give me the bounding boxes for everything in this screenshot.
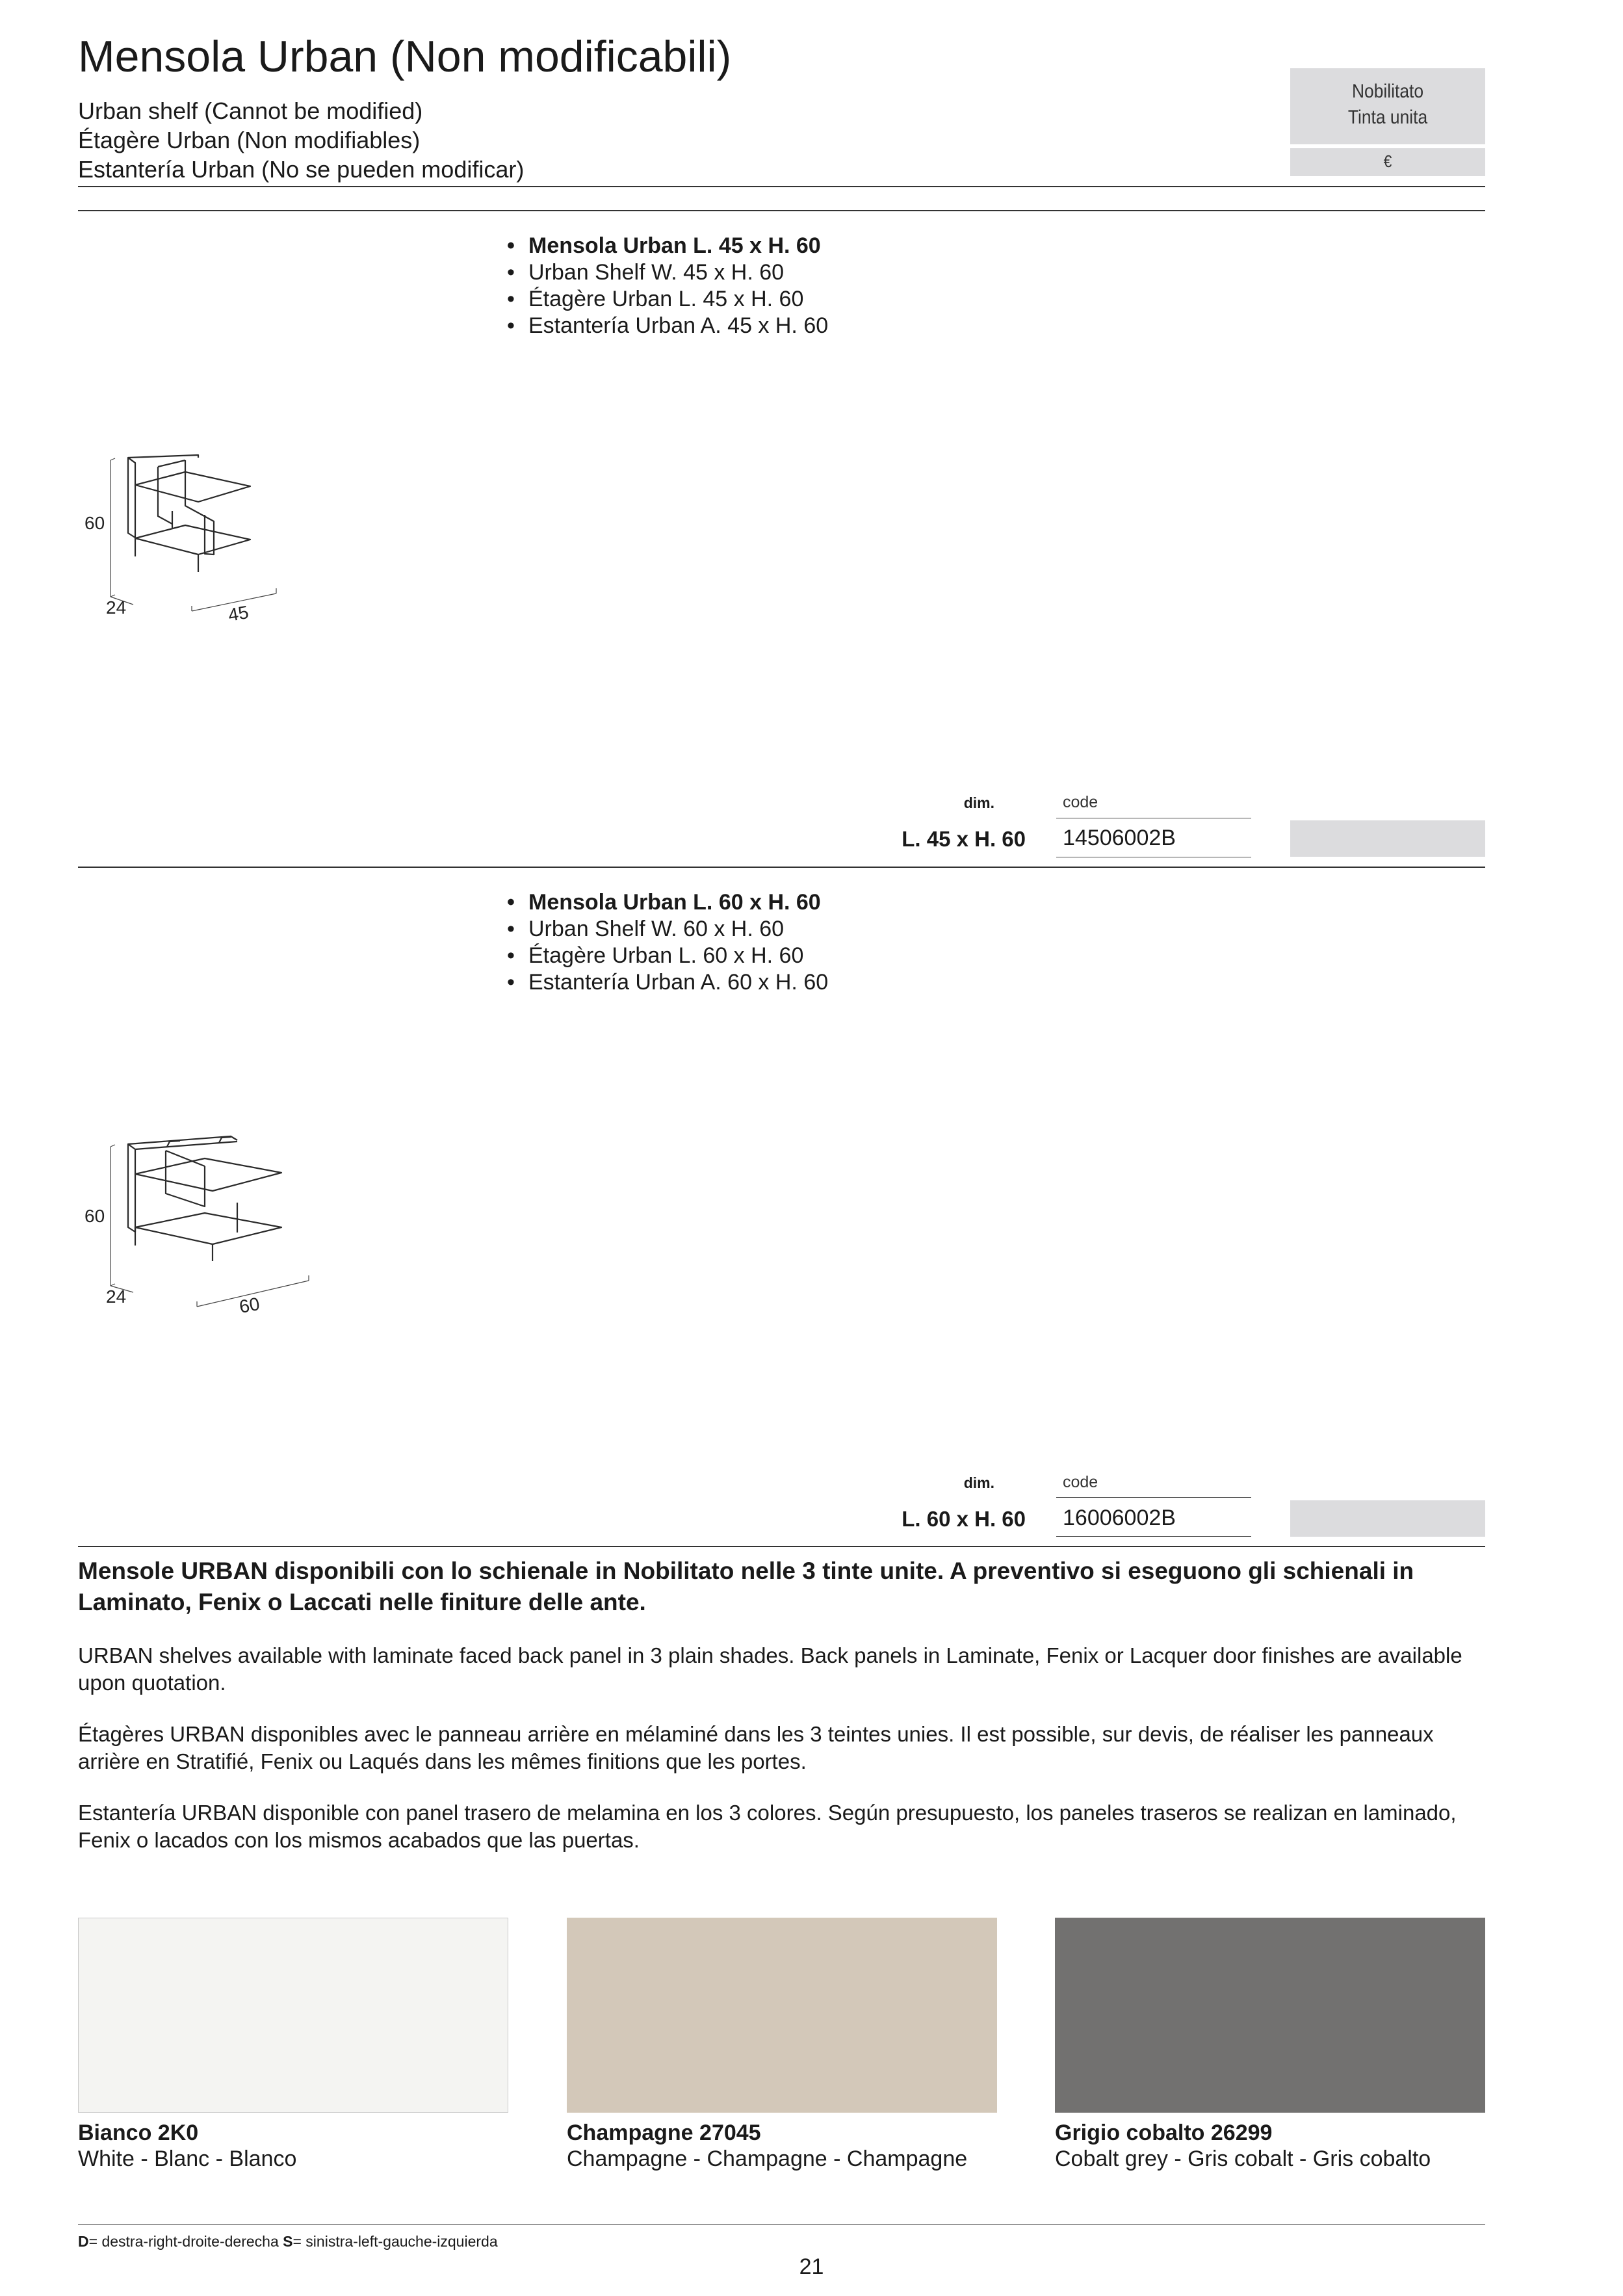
product-1-code-label: code bbox=[1063, 793, 1098, 811]
note-french: Étagères URBAN disponibles avec le panneau arrière en mélaminé dans les 3 teintes unies. Il est possible, sur devis, de réaliser les panneaux arrière en Stratifié, Fenix ou Laqués dans les mêmes finitions que les portes. bbox=[78, 1722, 1434, 1773]
product-2-line-es: • Estantería Urban A. 60 x H. 60 bbox=[507, 969, 828, 996]
footnote-legend bbox=[78, 2233, 498, 2250]
currency-label: € bbox=[1383, 151, 1392, 171]
product-2-code-value: 16006002B bbox=[1063, 1506, 1176, 1530]
swatch-bianco-name: Bianco 2K0 bbox=[78, 2120, 199, 2145]
swatch-champagne-translation: Champagne - Champagne - Champagne bbox=[567, 2146, 968, 2171]
product-1-width-label: 45 bbox=[226, 601, 250, 625]
product-1-dim-value: L. 45 x H. 60 bbox=[902, 827, 1026, 851]
page-number: 21 bbox=[799, 2254, 824, 2279]
product-1-description bbox=[507, 233, 828, 339]
product-1-price-cell bbox=[1290, 820, 1485, 857]
section-divider-middle bbox=[78, 867, 1485, 868]
product-2-depth-label: 24 bbox=[106, 1286, 127, 1307]
product-1-drawing bbox=[75, 442, 296, 637]
product-2-price-cell bbox=[1290, 1500, 1485, 1537]
product-1-dim-label: dim. bbox=[963, 794, 994, 811]
swatch-grigio-cobalto-name: Grigio cobalto 26299 bbox=[1055, 2120, 1273, 2145]
footer-divider bbox=[78, 2224, 1485, 2225]
product-2-drawing bbox=[75, 1118, 348, 1320]
product-2-code-label: code bbox=[1063, 1473, 1098, 1491]
page-title: Mensola Urban (Non modificabili) bbox=[78, 32, 732, 81]
product-1-line-es: • Estantería Urban A. 45 x H. 60 bbox=[507, 313, 828, 339]
swatch-champagne-name: Champagne 27045 bbox=[567, 2120, 761, 2145]
subtitle-es: Estantería Urban (No se pueden modificar) bbox=[78, 156, 525, 183]
product-1-line-en: • Urban Shelf W. 45 x H. 60 bbox=[507, 259, 828, 286]
product-1-code-value: 14506002B bbox=[1063, 826, 1176, 850]
footnote-s-letter: S bbox=[283, 2233, 293, 2250]
product-2-dim-label: dim. bbox=[963, 1474, 994, 1491]
swatch-grigio-cobalto bbox=[1055, 1918, 1485, 2113]
product-2-code-rule-bottom bbox=[1056, 1536, 1251, 1537]
note-italian: Mensole URBAN disponibili con lo schienale in Nobilitato nelle 3 tinte unite. A preventivo si eseguono gli schienali in Laminato, Fenix o Laccati nelle finiture delle ante. bbox=[78, 1558, 1414, 1615]
product-1-depth-label: 24 bbox=[106, 597, 127, 618]
product-2-code-rule bbox=[1056, 1497, 1251, 1498]
product-2-dim-value: L. 60 x H. 60 bbox=[902, 1507, 1026, 1531]
product-2-description bbox=[507, 889, 828, 996]
column-label-tinta-unita: Tinta unita bbox=[1347, 107, 1428, 128]
section-divider-bottom bbox=[78, 1546, 1485, 1547]
swatch-bianco-translation: White - Blanc - Blanco bbox=[78, 2146, 297, 2171]
swatch-grigio-cobalto-translation: Cobalt grey - Gris cobalt - Gris cobalto bbox=[1055, 2146, 1431, 2171]
footnote-d-letter: D bbox=[78, 2233, 89, 2250]
note-english: URBAN shelves available with laminate faced back panel in 3 plain shades. Back panels in Laminate, Fenix or Lacquer door finishes are available upon quotation. bbox=[78, 1643, 1462, 1695]
product-2-height-label: 60 bbox=[84, 1206, 105, 1226]
product-2-line-it: • Mensola Urban L. 60 x H. 60 bbox=[507, 889, 828, 916]
product-2-line-fr: • Étagère Urban L. 60 x H. 60 bbox=[507, 943, 828, 969]
product-2-line-en: • Urban Shelf W. 60 x H. 60 bbox=[507, 916, 828, 943]
note-spanish: Estantería URBAN disponible con panel trasero de melamina en los 3 colores. Según presupuesto, los paneles traseros se realizan en laminado, Fenix o lacados con los mismos acabados que las puertas. bbox=[78, 1801, 1457, 1852]
product-1-line-it: • Mensola Urban L. 45 x H. 60 bbox=[507, 233, 828, 259]
product-2-width-label: 60 bbox=[237, 1293, 261, 1317]
swatch-champagne bbox=[567, 1918, 997, 2113]
column-label-nobilitato: Nobilitato bbox=[1351, 81, 1424, 102]
section-divider-top bbox=[78, 210, 1485, 211]
product-1-line-fr: • Étagère Urban L. 45 x H. 60 bbox=[507, 286, 828, 313]
subtitle-fr: Étagère Urban (Non modifiables) bbox=[78, 127, 421, 153]
swatch-bianco bbox=[78, 1918, 508, 2113]
subtitle-en: Urban shelf (Cannot be modified) bbox=[78, 98, 423, 124]
footnote-s-text: = sinistra-left-gauche-izquierda bbox=[292, 2233, 498, 2250]
footnote-d-text: = destra-right-droite-derecha bbox=[88, 2233, 283, 2250]
header-divider bbox=[78, 186, 1485, 187]
product-1-height-label: 60 bbox=[84, 513, 105, 533]
